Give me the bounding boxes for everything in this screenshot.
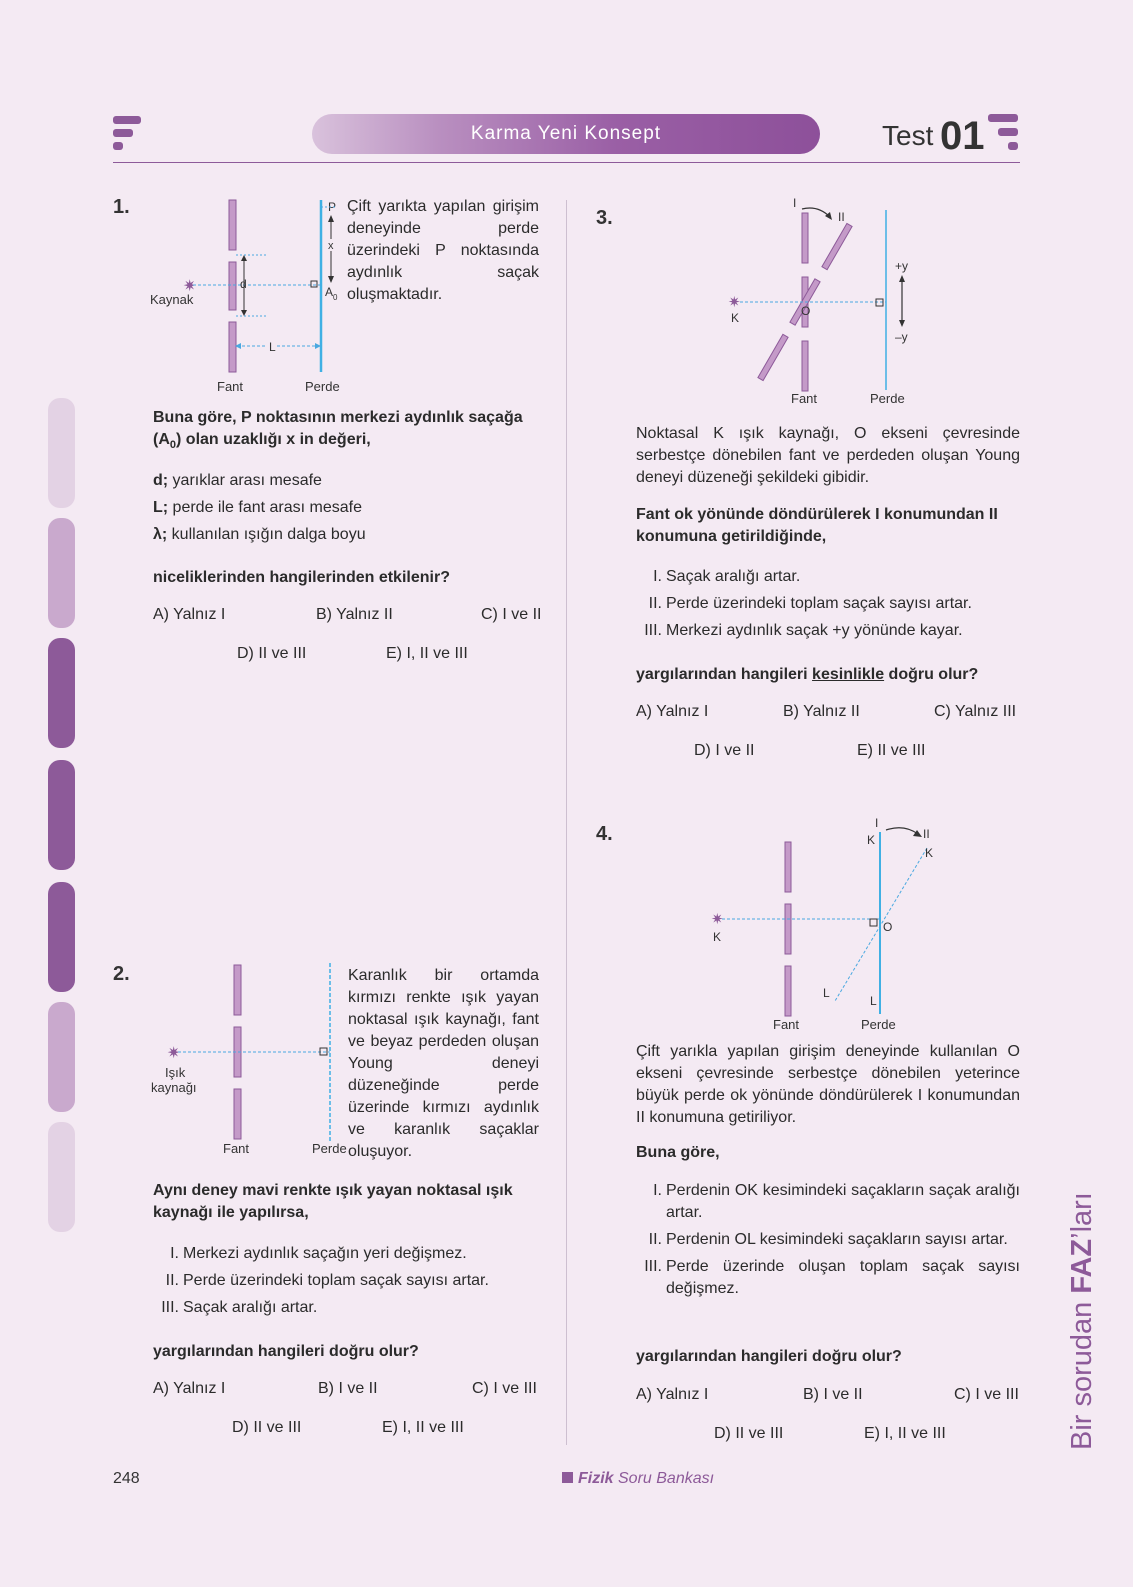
brand-rest: Soru Bankası: [613, 1470, 715, 1487]
q1-option-e[interactable]: E) I, II ve III: [386, 645, 468, 662]
statement: III. Saçak aralığı artar.: [161, 1299, 318, 1316]
label-perde: Perde: [312, 1141, 347, 1156]
q4-option-c[interactable]: C) I ve III: [954, 1386, 1019, 1403]
statement: I. Perdenin OK kesimindeki saçakların saçak aralığı artar.: [653, 1182, 1020, 1221]
q3-intro: Noktasal K ışık kaynağı, O ekseni çevresinde serbestçe dönebilen fant ve perdeden oluşan Young deneyi düzeneği şekildeki gibidir.: [636, 425, 1020, 486]
label-k: K: [867, 833, 876, 847]
q2-option-a[interactable]: A) Yalnız I: [153, 1380, 226, 1397]
q4-option-b[interactable]: B) I ve II: [803, 1386, 863, 1403]
side-slogan: [1036, 1140, 1096, 1450]
side-slogan-a: Bir sorudan: [1066, 1293, 1098, 1450]
q4-diagram: [710, 818, 950, 1033]
banner-title: Karma Yeni Konsept: [470, 123, 662, 144]
statement: III. Perde üzerinde oluşan toplam saçak sayısı değişmez.: [644, 1258, 1020, 1297]
q3-option-e[interactable]: E) II ve III: [857, 742, 926, 759]
page-number: 248: [113, 1470, 140, 1487]
source-star-icon: ✷: [711, 910, 724, 928]
brand-square-icon: [562, 1472, 573, 1483]
right-angle-mark: [311, 281, 317, 287]
q3-prompt: [636, 664, 978, 686]
side-tab: [48, 1002, 75, 1112]
q3-option-b[interactable]: B) Yalnız II: [783, 703, 860, 720]
slit-bottom: [802, 341, 808, 391]
label-fant: Fant: [217, 379, 244, 394]
source-star-icon: ✷: [167, 1043, 181, 1062]
slit-top: [234, 965, 241, 1015]
side-slogan-b: FAZ: [1066, 1238, 1098, 1294]
footer-brand: [562, 1470, 714, 1488]
statement: II. Perdenin OL kesimindeki saçakların sayısı artar.: [648, 1231, 1008, 1248]
q1-option-a[interactable]: A) Yalnız I: [153, 606, 226, 623]
side-tab: [48, 638, 75, 748]
label-source: Kaynak: [150, 292, 194, 307]
label-ii: II: [923, 827, 930, 841]
q1-question-sub: 0: [169, 439, 177, 452]
label-d: d: [240, 277, 247, 291]
q1-option-c[interactable]: C) I ve II: [481, 606, 542, 623]
q4-prompt: yargılarından hangileri doğru olur?: [636, 1348, 902, 1365]
q1-question: [153, 407, 539, 456]
source-star-icon: ✷: [183, 276, 197, 295]
question-number: 4.: [596, 823, 613, 845]
q2-option-c[interactable]: C) I ve III: [472, 1380, 537, 1397]
q1-intro: Çift yarıkta yapılan girişim deneyinde perde üzerindeki P noktasında aydınlık saçak oluşmaktadır.: [347, 198, 539, 303]
q4-option-d[interactable]: D) II ve III: [714, 1425, 784, 1442]
label-o: O: [801, 304, 811, 318]
label-fant: Fant: [791, 391, 818, 406]
label-source-k: K: [713, 930, 722, 944]
side-tab: [48, 398, 75, 508]
slit-bottom: [234, 1089, 241, 1139]
rotated-slit-top: [822, 223, 852, 269]
q1-var: d; yarıklar arası mesafe: [153, 472, 322, 489]
test-number: 01: [940, 114, 985, 158]
q2-option-b[interactable]: B) I ve II: [318, 1380, 378, 1397]
side-tab: [48, 760, 75, 870]
label-o: O: [883, 920, 893, 934]
label-l: L: [823, 986, 830, 1000]
q1-var: L; perde ile fant arası mesafe: [153, 499, 362, 516]
label-fant: Fant: [223, 1141, 250, 1156]
q3-question: Fant ok yönünde döndürülerek I konumundan II konumuna getirildiğinde,: [636, 506, 998, 545]
slit-mid: [229, 262, 236, 310]
slit-top: [802, 213, 808, 263]
side-slogan-c: ’ları: [1066, 1192, 1098, 1239]
label-fant: Fant: [773, 1017, 800, 1032]
statement: I. Saçak aralığı artar.: [653, 568, 801, 585]
label-a0-sub: 0: [333, 293, 338, 302]
label-source-1: Işık: [165, 1065, 186, 1080]
question-number: 2.: [113, 963, 130, 985]
q1-option-d[interactable]: D) II ve III: [237, 645, 307, 662]
brand-bold: Fizik: [578, 1470, 614, 1487]
label-i: I: [793, 196, 797, 210]
rotation-arrow: [886, 828, 918, 834]
q1-option-b[interactable]: B) Yalnız II: [316, 606, 393, 623]
label-p: P: [328, 200, 337, 214]
logo-mark-left: [113, 116, 143, 152]
q2-diagram: [145, 955, 350, 1155]
label-a0: A: [325, 285, 334, 299]
logo-mark-right: [988, 114, 1020, 154]
label-k2: K: [925, 846, 934, 860]
label-minus-y: –y: [895, 330, 908, 344]
label-k: K: [731, 311, 740, 325]
q1-question-b: ) olan uzaklığı x in değeri,: [176, 431, 371, 448]
statement: II. Perde üzerindeki toplam saçak sayısı artar.: [648, 595, 972, 612]
side-tab: [48, 1122, 75, 1232]
q2-option-d[interactable]: D) II ve III: [232, 1419, 302, 1436]
source-star-icon: ✷: [728, 293, 741, 311]
label-l2: L: [870, 994, 877, 1008]
q4-intro: Çift yarıkla yapılan girişim deneyinde kullanılan O ekseni çevresinde serbestçe dönebilen yeterince büyük perde ok yönünde döndürülerek I konumundan II konumuna getiriliyor.: [636, 1043, 1020, 1126]
q2-option-e[interactable]: E) I, II ve III: [382, 1419, 464, 1436]
column-divider: [566, 200, 567, 1445]
statement: II. Perde üzerindeki toplam saçak sayısı artar.: [165, 1272, 489, 1289]
right-angle-mark: [870, 919, 877, 926]
rotated-slit-bottom: [758, 334, 788, 380]
q1-prompt: niceliklerinden hangilerinden etkilenir?: [153, 569, 450, 586]
q2-intro: Karanlık bir ortamda kırmızı renkte ışık yayan noktasal ışık kaynağı, fant ve beyaz perdeden oluşan Young deneyi düzeneğinde perde üzerinde kırmızı aydınlık ve karanlık saçaklar oluşuyor.: [348, 967, 539, 1160]
q3-option-a[interactable]: A) Yalnız I: [636, 703, 709, 720]
q4-question: Buna göre,: [636, 1144, 720, 1161]
q3-diagram: [730, 195, 930, 415]
q2-prompt: yargılarından hangileri doğru olur?: [153, 1343, 419, 1360]
label-perde: Perde: [861, 1017, 896, 1032]
q3-prompt-emphasis: kesinlikle: [812, 666, 885, 683]
slit-top: [785, 842, 791, 892]
header-banner: [312, 114, 820, 154]
label-perde: Perde: [305, 379, 340, 394]
question-number: 3.: [596, 207, 613, 229]
test-label: Test: [882, 120, 934, 151]
label-x: x: [328, 240, 334, 252]
q3-prompt-b: doğru olur?: [884, 666, 979, 683]
header-rule: [113, 162, 1020, 163]
label-source-2: kaynağı: [151, 1080, 197, 1095]
slit-bottom: [785, 966, 791, 1016]
q2-statements: [153, 1240, 539, 1321]
label-plus-y: +y: [895, 259, 909, 273]
q4-option-a[interactable]: A) Yalnız I: [636, 1386, 709, 1403]
q2-question: Aynı deney mavi renkte ışık yayan noktasal ışık kaynağı ile yapılırsa,: [153, 1182, 513, 1221]
label-i: I: [875, 816, 879, 830]
statement: I. Merkezi aydınlık saçağın yeri değişmez.: [170, 1245, 467, 1262]
label-ii: II: [838, 210, 845, 224]
q1-vars: [153, 467, 539, 548]
slit-bottom: [229, 322, 236, 372]
q3-option-d[interactable]: D) I ve II: [694, 742, 755, 759]
q4-statements: [636, 1180, 1020, 1300]
side-tab: [48, 882, 75, 992]
q3-statements: [636, 563, 1020, 644]
slit-top: [229, 200, 236, 250]
q3-option-c[interactable]: C) Yalnız III: [934, 703, 1017, 720]
q1-var: λ; kullanılan ışığın dalga boyu: [153, 526, 366, 543]
question-number: 1.: [113, 196, 130, 218]
q1-diagram: [145, 195, 345, 400]
slit-mid: [785, 904, 791, 954]
q1-question-a: Buna göre, P noktasının merkezi aydınlık saçağa (A: [153, 409, 523, 448]
label-perde: Perde: [870, 391, 905, 406]
statement: III. Merkezi aydınlık saçak +y yönünde kayar.: [644, 622, 963, 639]
label-l: L: [269, 340, 276, 354]
q4-option-e[interactable]: E) I, II ve III: [864, 1425, 946, 1442]
side-tab: [48, 518, 75, 628]
q3-prompt-a: yargılarından hangileri: [636, 666, 813, 683]
